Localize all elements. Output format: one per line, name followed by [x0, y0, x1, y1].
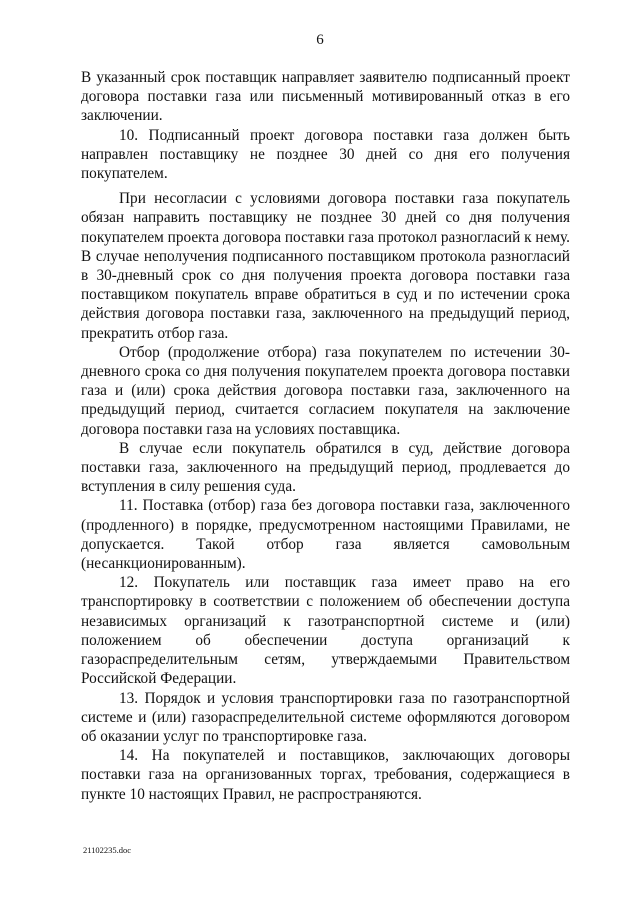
- paragraph-item-14: 14. На покупателей и поставщиков, заключающих договоры поставки газа на организованных торгах, требования, содержащиеся в пункте 10 настоящих Правил, не распространяются.: [81, 747, 570, 803]
- footer-filename: 21102235.doc: [83, 845, 132, 855]
- document-body: [81, 68, 570, 804]
- paragraph-item-10: 10. Подписанный проект договора поставки газа должен быть направлен поставщику не позднее 30 дней со дня его получения покупателем.: [81, 126, 570, 183]
- page-number: 6: [316, 32, 324, 48]
- paragraph-item-12: 12. Покупатель или поставщик газа имеет право на его транспортировку в соответствии с положением об обеспечении доступа независимых организаций к газотранспортной системе и (или) положением об обеспечении доступа организаций к газораспределительным сетям, утверждаемыми Правительством Российской Федерации.: [81, 574, 570, 688]
- paragraph-court: В случае если покупатель обратился в суд, действие договора поставки газа, заключенного на предыдущий период, продлевается до вступления в силу решения суда.: [81, 439, 570, 496]
- paragraph-consent: Отбор (продолжение отбора) газа покупателем по истечении 30-дневного срока со дня получения покупателем проекта договора поставки газа и (или) срока действия договора поставки газа, заключенного на предыдущий период, считается согласием покупателя на заключение договора поставки газа на условиях поставщика.: [81, 343, 570, 438]
- paragraph-disagreement: При несогласии с условиями договора поставки газа покупатель обязан направить поставщику не позднее 30 дней со дня получения покупателем проекта договора поставки газа протокол разногласий к нему. В случае неполучения подписанного поставщиком протокола разногласий в 30-дневный срок со дня получения проекта договора поставки газа поставщиком покупатель вправе обратиться в суд и по истечении срока действия договора поставки газа, заключенного на предыдущий период, прекратить отбор газа.: [81, 190, 570, 342]
- paragraph-item-11: 11. Поставка (отбор) газа без договора поставки газа, заключенного (продленного) в порядке, предусмотренном настоящими Правилами, не допускается. Такой отбор газа является самовольным (несанкционированным).: [81, 497, 570, 573]
- paragraph-item-13: 13. Порядок и условия транспортировки газа по газотранспортной системе и (или) газораспределительной системе оформляются договором об оказании услуг по транспортировке газа.: [81, 689, 570, 745]
- paragraph-continuation: В указанный срок поставщик направляет заявителю подписанный проект договора поставки газа или письменный мотивированный отказ в его заключении.: [81, 69, 570, 125]
